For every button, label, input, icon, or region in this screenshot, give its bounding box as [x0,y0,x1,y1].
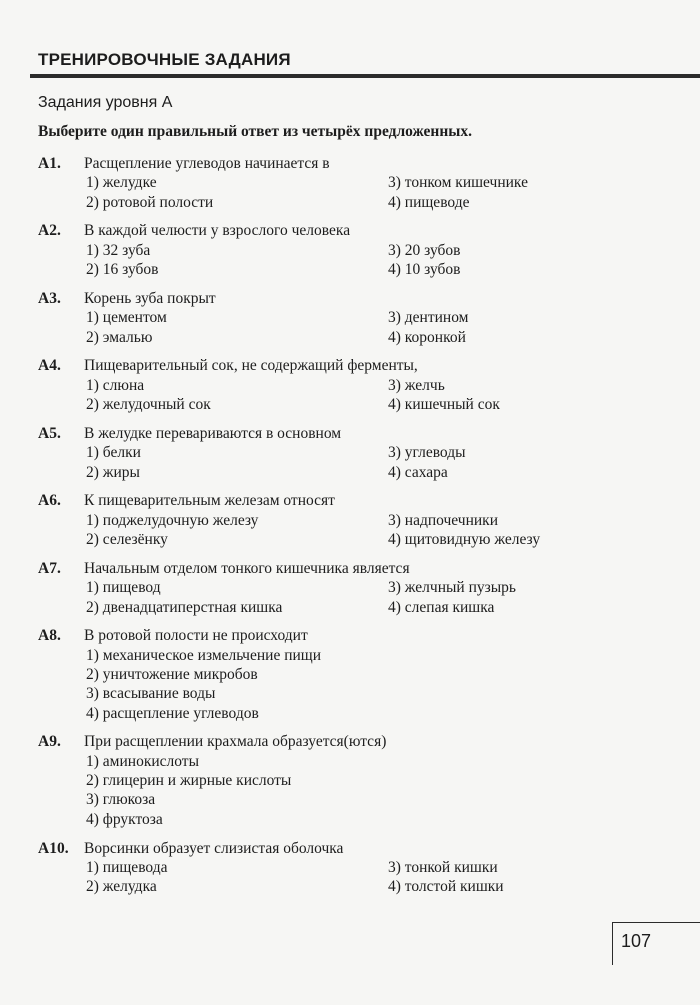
task-list [0,154,700,906]
option-1[interactable]: 1) пищевод [86,579,161,597]
task-question: Пищеварительный сок, не содержащий ферменты, [84,357,418,375]
task-options [86,858,700,897]
task-number: А1. [38,155,61,172]
task-number: А9. [38,733,61,751]
instruction-text: Выберите один правильный ответ из четырёх предложенных. [38,123,473,140]
option-4[interactable]: 4) 10 зубов [388,261,461,279]
task-number: А4. [38,357,61,375]
task-a6 [0,491,700,549]
option-4[interactable]: 4) сахара [388,463,448,481]
option-3[interactable]: 3) 20 зубов [388,241,461,259]
task-options [86,578,700,617]
option-3[interactable]: 3) глюкоза [86,791,156,809]
option-2[interactable]: 2) 16 зубов [86,261,159,279]
task-a5 [0,424,700,482]
task-options [86,376,700,415]
option-3[interactable]: 3) надпочечники [388,511,498,529]
task-question: Расщепление углеводов начинается в [84,155,330,172]
task-a9 [0,732,700,828]
task-options [86,646,700,723]
task-number: А8. [38,627,61,645]
option-2[interactable]: 2) эмалью [86,328,153,346]
option-4[interactable]: 4) расщепление углеводов [86,704,259,722]
task-number: А7. [38,559,61,577]
option-1[interactable]: 1) белки [86,444,141,462]
option-1[interactable]: 1) слюна [86,376,145,394]
task-a4 [0,356,700,414]
task-question: Корень зуба покрыт [84,289,216,307]
option-3[interactable]: 3) углеводы [388,444,466,462]
option-2[interactable]: 2) желудка [86,878,157,896]
task-a1 [0,154,700,212]
option-4[interactable]: 4) пищеводе [388,193,470,211]
task-options [86,308,700,347]
option-1[interactable]: 1) аминокислоты [86,752,199,770]
option-1[interactable]: 1) цементом [86,309,167,327]
task-options [86,752,700,829]
task-question: В каждой челюсти у взрослого человека [84,222,351,240]
page-number: 107 [621,931,652,951]
option-4[interactable]: 4) толстой кишки [388,878,504,896]
task-number: А10. [38,839,69,857]
option-1[interactable]: 1) желудке [86,174,157,192]
option-2[interactable]: 2) жиры [86,463,140,481]
task-number: А3. [38,289,61,307]
option-1[interactable]: 1) поджелудочную железу [86,511,259,529]
option-3[interactable]: 3) тонком кишечнике [388,174,528,192]
option-4[interactable]: 4) кишечный сок [388,396,500,414]
option-1[interactable]: 1) 32 зуба [86,241,151,259]
option-1[interactable]: 1) пищевода [86,858,168,876]
section-header-title: ТРЕНИРОВОЧНЫЕ ЗАДАНИЯ [38,50,291,69]
task-question: В ротовой полости не происходит [84,627,308,645]
task-question: При расщеплении крахмала образуется(ются) [84,733,387,751]
task-number: А6. [38,492,61,510]
task-question: В желудке перевариваются в основном [84,424,342,442]
task-options [86,173,700,212]
option-3[interactable]: 3) желчь [388,376,445,394]
option-2[interactable]: 2) двенадцатиперстная кишка [86,598,283,616]
task-options [86,511,700,550]
task-a10 [0,839,700,897]
task-a7 [0,559,700,617]
option-3[interactable]: 3) дентином [388,309,469,327]
option-4[interactable]: 4) фруктоза [86,810,163,828]
task-number: А5. [38,424,61,442]
option-2[interactable]: 2) ротовой полости [86,193,214,211]
section-header-rule [30,74,700,78]
option-1[interactable]: 1) механическое измельчение пищи [86,646,322,664]
task-a3 [0,289,700,347]
option-2[interactable]: 2) селезёнку [86,531,168,549]
option-2[interactable]: 2) желудочный сок [86,396,211,414]
task-a8 [0,626,700,722]
task-question: Ворсинки образует слизистая оболочка [84,839,344,857]
task-question: Начальным отделом тонкого кишечника является [84,559,410,577]
task-a2 [0,221,700,279]
option-4[interactable]: 4) слепая кишка [388,598,495,616]
task-question: К пищеварительным железам относят [84,492,335,510]
page-number-box [612,922,700,965]
option-4[interactable]: 4) щитовидную железу [388,531,541,549]
option-3[interactable]: 3) желчный пузырь [388,579,516,597]
level-title: Задания уровня А [38,94,173,111]
option-3[interactable]: 3) всасывание воды [86,685,216,703]
option-2[interactable]: 2) уничтожение микробов [86,665,258,683]
task-options [86,241,700,280]
task-number: А2. [38,222,61,240]
option-2[interactable]: 2) глицерин и жирные кислоты [86,772,292,790]
option-4[interactable]: 4) коронкой [388,328,466,346]
task-options [86,443,700,482]
option-3[interactable]: 3) тонкой кишки [388,858,498,876]
